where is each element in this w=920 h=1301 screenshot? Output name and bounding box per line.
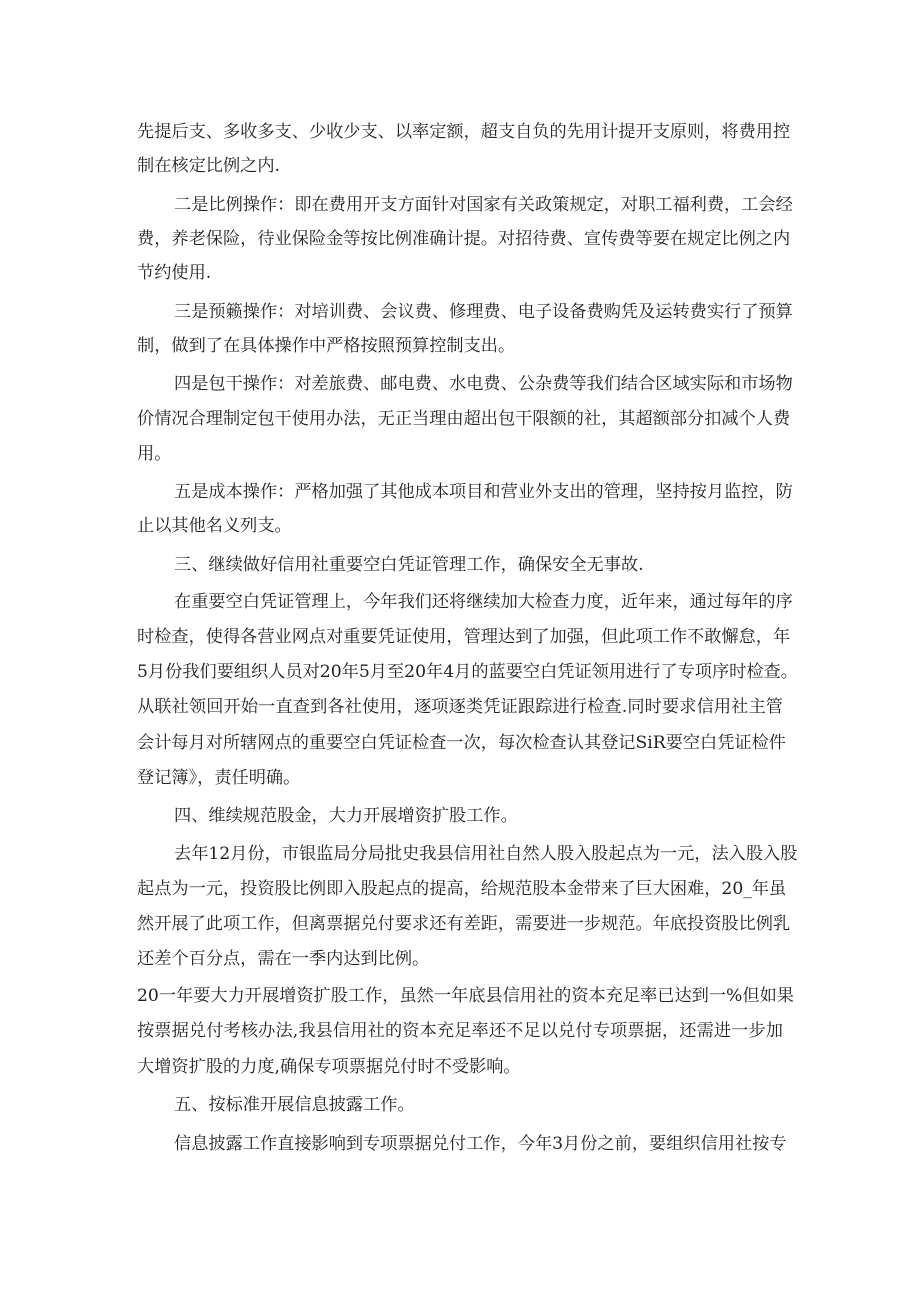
section-heading: 五、按标准开展信息披露工作。: [174, 1095, 415, 1115]
body-text-line: 用。: [137, 444, 172, 464]
body-text-line: 价情况合理制定包干使用办法，无正当理由超出包干限额的社，其超额部分扣减个人费: [137, 409, 791, 429]
body-text-line: 起点为一元，投资股比例即入股起点的提高，给规范股本金带来了巨大困难，20_年虽: [137, 879, 787, 899]
body-text-line: 三是预籁操作：对培训费、会议费、修理费、电子设备费购凭及运转费实行了预算: [174, 302, 793, 322]
body-text-line: 四是包干操作：对差旅费、邮电费、水电费、公杂费等我们结合区域实际和市场物: [174, 374, 793, 394]
body-text-line: 大增资扩股的力度,确保专项票据兑付时不受影响。: [137, 1057, 521, 1077]
body-text-line: 会计每月对所辖网点的重要空白凭证检査一次，每次检查认其登记SiR要空白凭证检件: [137, 733, 786, 753]
body-text-line: 制在核定比例之内.: [137, 156, 280, 176]
body-text-line: 登记簿》，责任明确。: [137, 768, 301, 788]
body-text-line: 费，养老保险，待业保险金等按比例准确计提。对招待费、宣传费等要在规定比例之内: [137, 229, 791, 249]
section-heading: 三、继续做好信用社重要空白凭证管理工作，确保安全无事故.: [174, 555, 644, 575]
body-text-line: 按票据兑付考核办法,我县信用社的资本充足率还不足以兑付专项票据，还需进一步加: [137, 1021, 783, 1041]
body-text-line: 止以其他名义列支。: [137, 516, 292, 536]
body-text-line: 在重要空白凭证管理上，今年我们还将继续加大检查力度，近年来，通过每年的序: [174, 592, 793, 612]
body-text-line: 去年12月份，市银监局分局批史我县信用社自然人股入股起点为一元，法入股入股: [174, 844, 798, 864]
body-text-line: 还差个百分点，需在一季内达到比例。: [137, 949, 430, 969]
body-text-line: 20一年要大力开展增资扩股工作，虽然一年底县信用社的资本充足率已达到一%但如果: [137, 986, 794, 1006]
body-text-line: 5月份我们要组织人员对20年5月至20年4月的蓝要空白凭证领用进行了专项序时检查。: [137, 662, 798, 682]
body-text-line: 然开展了此项工作，但离票据兑付要求还有差距，需要进一步规范。年底投资股比例乳: [137, 914, 791, 934]
body-text-line: 时检查，使得各营业网点对重要凭证使用，管理达到了加强，但此项工作不敢懈怠，年: [137, 627, 791, 647]
section-heading: 四、维续规范股金，大力开展增资扩股工作。: [174, 806, 518, 826]
body-text-line: 先提后支、多收多支、少收少支、以率定额，超支自负的先用计提开支原则，将费用控: [137, 122, 791, 142]
body-text-line: 制，做到了在具体操作中严格按照预算控制支出。: [137, 336, 516, 356]
body-text-line: 二是比例操作：即在费用开支方面针对国家有关政策规定，对职工福利费，工会经: [174, 195, 793, 215]
body-text-line: 五是成本操作：严格加强了其他成本项目和营业外支出的管理，坚持按月监控，防: [174, 482, 793, 502]
body-text-line: 信息披露工作直接影响到专项票据兑付工作，今年3月份之前，要组织信用社按专: [174, 1134, 787, 1154]
body-text-line: 从联社领回开始一直查到各社使用，逐项逐类凭证跟踪进行检查.同时要求信用社主管: [137, 697, 783, 717]
body-text-line: 节约使用.: [137, 263, 212, 283]
